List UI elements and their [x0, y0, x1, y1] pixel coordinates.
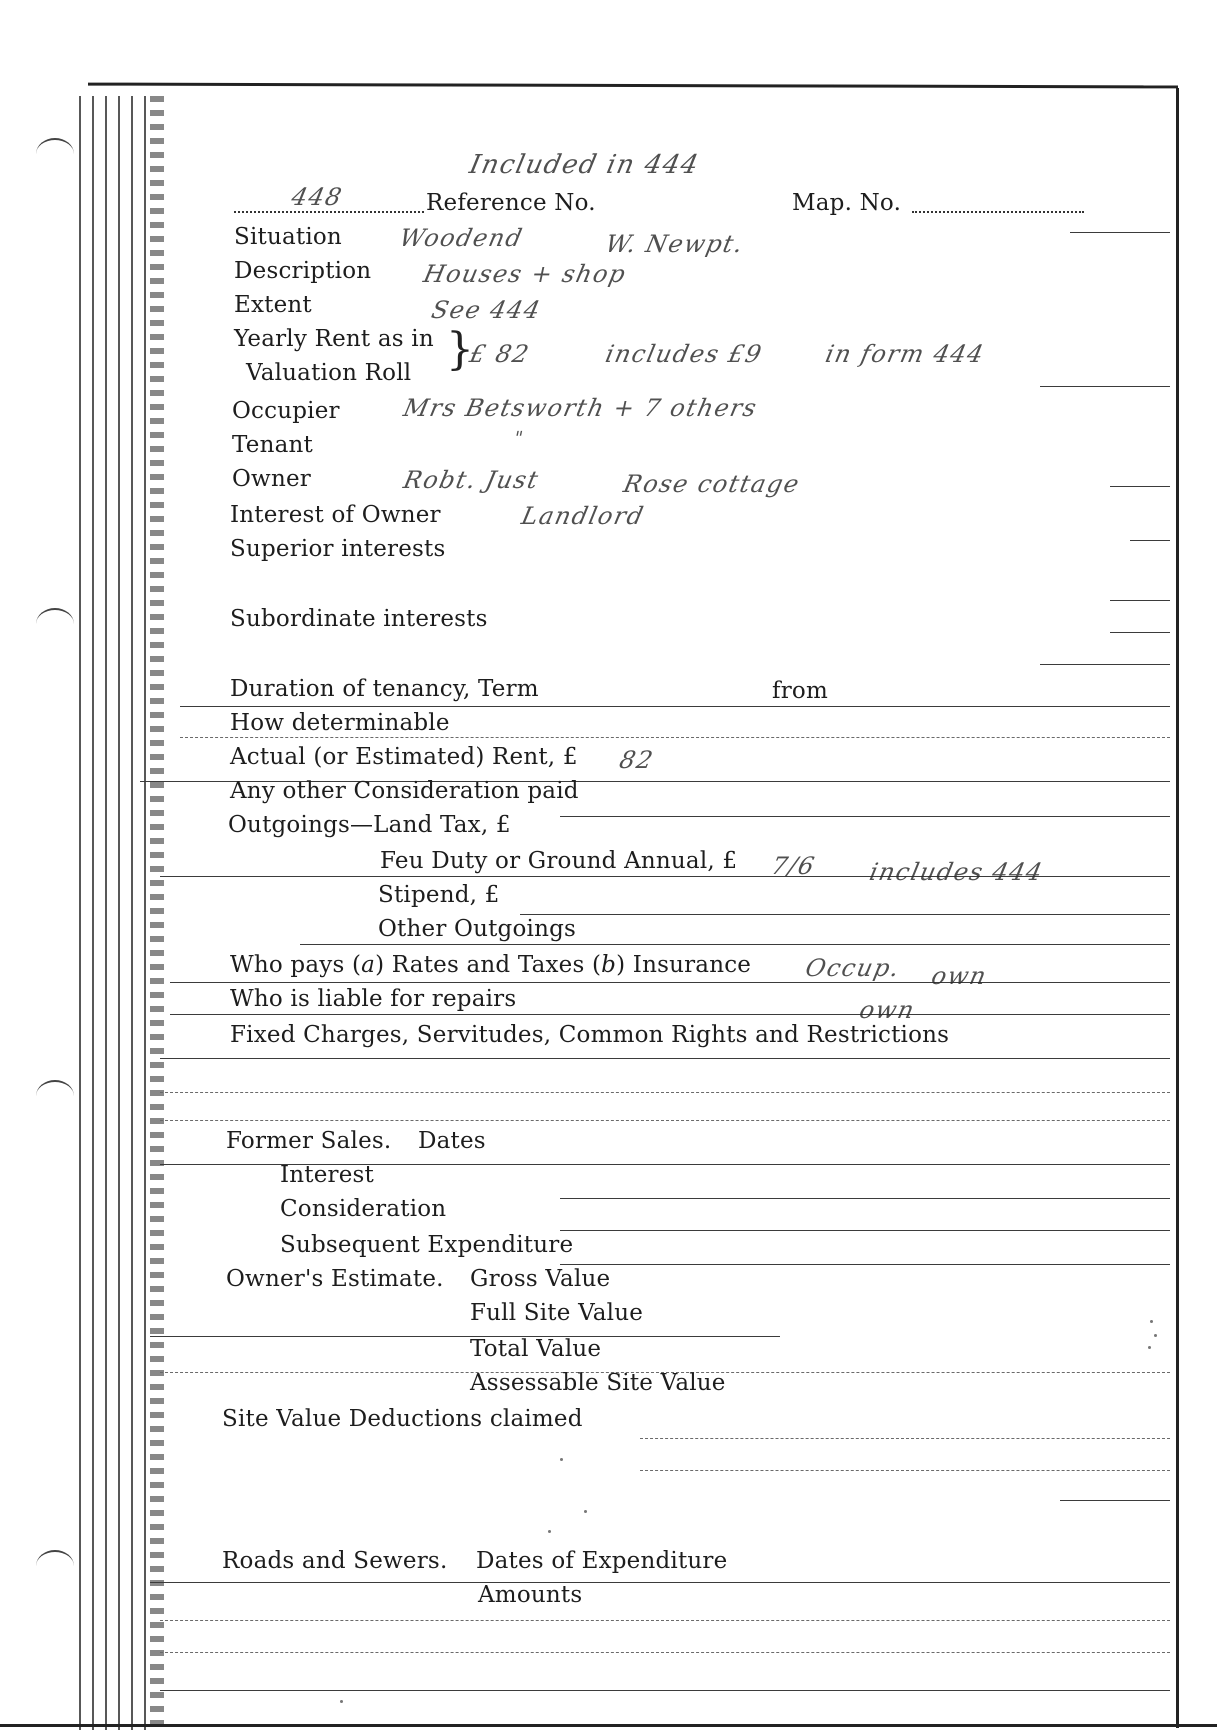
extent-label: Extent	[234, 292, 312, 318]
page-bottom-border	[0, 1724, 1217, 1727]
other-consideration-label: Any other Consideration paid	[230, 778, 579, 804]
assessable-site-value-label: Assessable Site Value	[470, 1370, 726, 1396]
ledger-rule	[560, 1264, 1170, 1265]
ledger-rule	[160, 1120, 1170, 1122]
map-no-label: Map. No.	[792, 190, 902, 216]
ledger-rule	[560, 1198, 1170, 1199]
total-value-label: Total Value	[470, 1336, 602, 1362]
who-pays-rates-value: Occup.	[803, 954, 903, 982]
yearly-rent-value: £ 82	[467, 340, 533, 368]
ledger-rule	[520, 914, 1170, 915]
former-sales-interest-label: Interest	[280, 1162, 375, 1188]
valuation-roll-label: Valuation Roll	[246, 360, 412, 386]
ledger-rule	[170, 1014, 1170, 1015]
ledger-rule	[180, 706, 1170, 707]
former-sales-consideration-label: Consideration	[280, 1196, 447, 1222]
ledger-rule	[1070, 232, 1170, 233]
owner-label: Owner	[232, 466, 311, 492]
actual-rent-label: Actual (or Estimated) Rent, £	[230, 744, 578, 770]
feu-duty-value: 7/6	[769, 852, 819, 880]
page-right-border	[1176, 88, 1179, 1728]
occupier-label: Occupier	[232, 398, 340, 424]
ledger-rule	[1040, 664, 1170, 665]
scan-speck	[1148, 1346, 1151, 1349]
fixed-charges-label: Fixed Charges, Servitudes, Common Rights and Restrictions	[230, 1022, 950, 1048]
who-pays-label: Who pays (a) Rates and Taxes (b) Insurance	[230, 952, 752, 978]
owner-value: Robt. Just	[401, 466, 542, 494]
former-sales-dates-label: Dates	[418, 1128, 486, 1154]
tenant-ditto-mark: "	[511, 428, 527, 449]
ledger-rule	[160, 1058, 1170, 1059]
ledger-spine-edge	[150, 96, 164, 1730]
extent-value: See 444	[429, 296, 544, 324]
subordinate-interests-label: Subordinate interests	[230, 606, 488, 632]
ledger-rule	[1040, 386, 1170, 387]
feu-duty-note: includes 444	[867, 858, 1047, 886]
owners-estimate-label: Owner's Estimate.	[226, 1266, 444, 1292]
tenant-label: Tenant	[232, 432, 313, 458]
brace-symbol: }	[446, 324, 474, 375]
outgoings-land-tax-label: Outgoings—Land Tax, £	[228, 812, 511, 838]
duration-from-label: from	[772, 678, 828, 704]
occupier-value: Mrs Betsworth + 7 others	[401, 394, 761, 422]
ledger-rule	[1110, 632, 1170, 633]
scan-speck	[560, 1458, 563, 1461]
repairs-label: Who is liable for repairs	[230, 986, 517, 1012]
yearly-rent-label: Yearly Rent as in	[234, 326, 434, 352]
interest-of-owner-label: Interest of Owner	[230, 502, 441, 528]
description-value: Houses + shop	[421, 260, 630, 288]
situation-value: Woodend	[397, 224, 526, 252]
ledger-rule	[640, 1438, 1170, 1440]
scan-speck	[1154, 1334, 1157, 1337]
superior-interests-label: Superior interests	[230, 536, 446, 562]
ledger-rule	[560, 1230, 1170, 1231]
gross-value-label: Gross Value	[470, 1266, 611, 1292]
feu-duty-label: Feu Duty or Ground Annual, £	[380, 848, 738, 874]
ledger-rule	[300, 944, 1170, 945]
ledger-rule	[150, 1336, 780, 1337]
full-site-value-label: Full Site Value	[470, 1300, 644, 1326]
ledger-rule	[160, 1652, 1170, 1654]
ledger-rule	[180, 737, 1170, 739]
punch-hole-mark	[36, 138, 74, 170]
ledger-rule	[170, 982, 1170, 983]
situation-value: W. Newpt.	[603, 230, 747, 258]
repairs-value: own	[857, 996, 918, 1024]
interest-of-owner-value: Landlord	[519, 502, 648, 530]
scan-speck	[584, 1510, 587, 1513]
ledger-rule	[1110, 486, 1170, 487]
scan-speck	[548, 1530, 551, 1533]
ledger-rule	[560, 816, 1170, 817]
subsequent-expenditure-label: Subsequent Expenditure	[280, 1232, 574, 1258]
map-no-dotted-line	[912, 210, 1084, 213]
scan-speck	[340, 1700, 343, 1703]
punch-hole-mark	[36, 1550, 74, 1582]
how-determinable-label: How determinable	[230, 710, 450, 736]
former-sales-label: Former Sales.	[226, 1128, 392, 1154]
who-pays-insurance-value: own	[929, 962, 990, 990]
reference-no-label: Reference No.	[426, 190, 596, 216]
ledger-rule	[1130, 540, 1170, 541]
reference-no-value: 448	[289, 183, 346, 211]
ledger-rule	[160, 1620, 1170, 1622]
page-top-border	[88, 83, 1178, 89]
ledger-rule	[160, 1092, 1170, 1094]
yearly-rent-note: includes £9	[603, 340, 766, 368]
situation-label: Situation	[234, 224, 342, 250]
ledger-rule	[160, 1690, 1170, 1691]
stipend-label: Stipend, £	[378, 882, 500, 908]
site-value-deductions-label: Site Value Deductions claimed	[222, 1406, 583, 1432]
punch-hole-mark	[36, 608, 74, 640]
actual-rent-value: 82	[617, 746, 657, 774]
amounts-label: Amounts	[478, 1582, 583, 1608]
ledger-rule	[1060, 1500, 1170, 1501]
dates-of-expenditure-label: Dates of Expenditure	[476, 1548, 728, 1574]
yearly-rent-note: in form 444	[823, 340, 988, 368]
description-label: Description	[234, 258, 372, 284]
punch-hole-mark	[36, 1080, 74, 1112]
roads-and-sewers-label: Roads and Sewers.	[222, 1548, 448, 1574]
ledger-spine	[72, 96, 152, 1730]
ledger-rule	[1110, 600, 1170, 601]
header-handwritten-note: Included in 444	[466, 150, 703, 180]
ledger-rule	[150, 1582, 1170, 1583]
ledger-rule	[640, 1470, 1170, 1472]
scan-speck	[1150, 1320, 1153, 1323]
owner-address: Rose cottage	[621, 470, 803, 498]
other-outgoings-label: Other Outgoings	[378, 916, 577, 942]
duration-of-tenancy-label: Duration of tenancy, Term	[230, 676, 539, 702]
